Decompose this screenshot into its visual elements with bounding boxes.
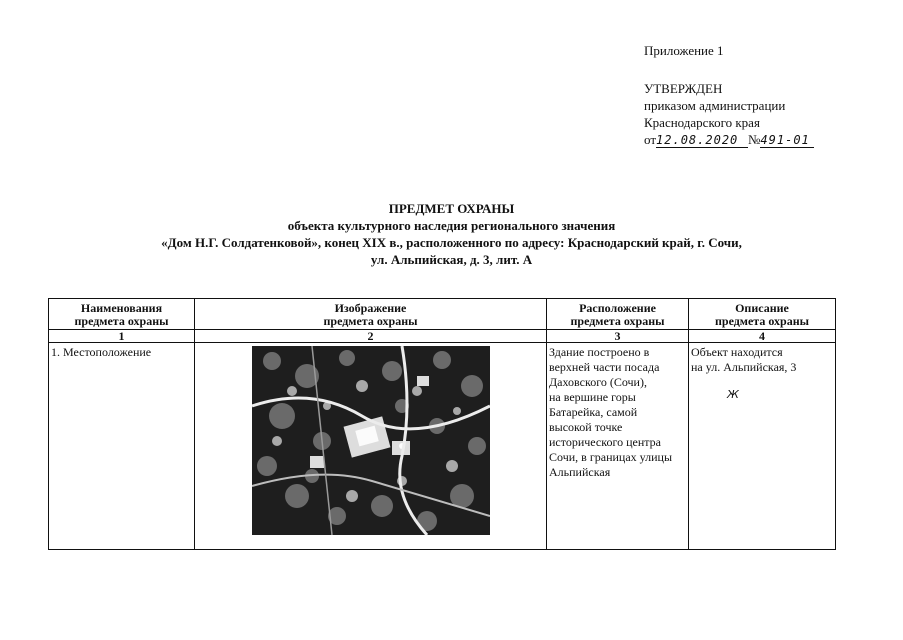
header-description: Описание предмета охраны: [689, 299, 836, 330]
table-row: [49, 343, 836, 550]
title-line-1: ПРЕДМЕТ ОХРАНЫ: [388, 201, 515, 216]
approved-title: УТВЕРЖДЕН: [644, 81, 723, 96]
date-prefix: от: [644, 132, 657, 147]
column-number: 3: [547, 330, 689, 343]
column-number: 2: [195, 330, 547, 343]
protection-table: [48, 298, 836, 550]
header-name: Наименования предмета охраны: [49, 299, 195, 330]
location-cell: Здание построено в верхней части посада Даховского (Сочи), на вершине горы Батарейка, самой высокой точке исторического центра Сочи, в границах улицы Альпийская: [547, 343, 689, 550]
approval-block: [644, 80, 814, 148]
handwritten-date: 12.08.2020: [656, 134, 748, 148]
approved-line-2: Краснодарского края: [644, 115, 760, 130]
title-line-3: «Дом Н.Г. Солдатенковой», конец XIX в., расположенного по адресу: Краснодарский край, г. Сочи,: [161, 235, 742, 250]
handwritten-initials: Ж: [727, 388, 739, 401]
header-image: Изображение предмета охраны: [195, 299, 547, 330]
header-location: Расположение предмета охраны: [547, 299, 689, 330]
column-number: 1: [49, 330, 195, 343]
approved-line-1: приказом администрации: [644, 98, 786, 113]
number-prefix: №: [748, 132, 761, 147]
document-title: [0, 200, 903, 268]
column-number-row: [49, 330, 836, 343]
aerial-map-image: [252, 346, 490, 535]
title-line-4: ул. Альпийская, д. 3, лит. А: [370, 252, 533, 267]
item-name-cell: 1. Местоположение: [49, 343, 195, 550]
title-line-2: объекта культурного наследия регионального значения: [287, 218, 616, 233]
description-cell: Объект находится на ул. Альпийская, 3 Ж: [689, 343, 836, 550]
appendix-label: Приложение 1: [644, 43, 724, 58]
handwritten-number: 491-01: [760, 134, 814, 148]
image-cell: [195, 343, 547, 550]
column-number: 4: [689, 330, 836, 343]
approval-date-line: [644, 131, 814, 148]
table-header-row: [49, 299, 836, 330]
